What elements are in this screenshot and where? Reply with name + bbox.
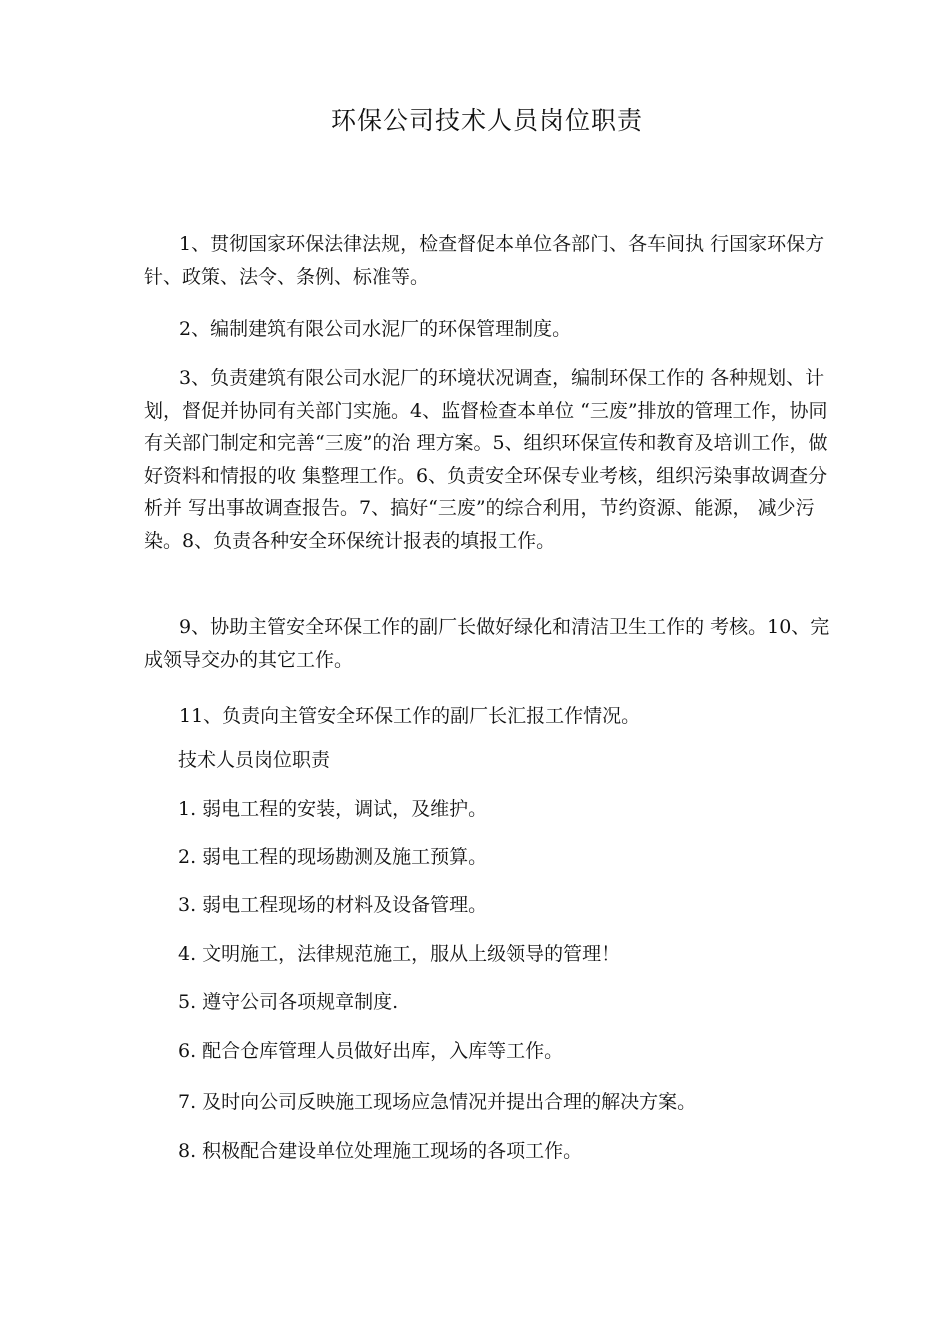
- paragraph-4: 9、协助主管安全环保工作的副厂长做好绿化和清洁卫生工作的 考核。10、完成领导交办的其它工作。: [144, 616, 830, 671]
- duty-item-5: 5. 遵守公司各项规章制度.: [178, 991, 399, 1013]
- duty-item-8: 8. 积极配合建设单位处理施工现场的各项工作。: [178, 1140, 583, 1162]
- paragraph-3: 3、负责建筑有限公司水泥厂的环境状况调查，编制环保工作的 各种规划、计划，督促并协同有关部门实施。4、监督检查本单位 “三废”排放的管理工作，协同有关部门制定和完善“三废”的治 理方案。5、组织环保宣传和教育及培训工作，做好资料和情报的收 集整理工作。6、负责安全环保专业考核，组织污染事故调查分析并 写出事故调查报告。7、搞好“三废”的综合利用，节约资源、能源， 减少污染。8、负责各种安全环保统计报表的填报工作。: [144, 367, 828, 552]
- paragraph-5: 11、负责向主管安全环保工作的副厂长汇报工作情况。: [179, 705, 641, 727]
- duty-item-6: 6. 配合仓库管理人员做好出库，入库等工作。: [178, 1040, 564, 1062]
- duty-item-4: 4. 文明施工，法律规范施工，服从上级领导的管理！: [178, 943, 621, 965]
- duty-item-2: 2. 弱电工程的现场勘测及施工预算。: [178, 846, 488, 868]
- duty-item-1: 1. 弱电工程的安装，调试，及维护。: [178, 798, 488, 820]
- paragraph-2: 2、编制建筑有限公司水泥厂的环保管理制度。: [179, 318, 572, 340]
- document-title: 环保公司技术人员岗位职责: [330, 106, 643, 135]
- paragraph-1: 1、贯彻国家环保法律法规，检查督促本单位各部门、各车间执 行国家环保方针、政策、法令、条例、标准等。: [144, 233, 825, 288]
- duty-item-7: 7. 及时向公司反映施工现场应急情况并提出合理的解决方案。: [178, 1091, 697, 1113]
- duty-item-3: 3. 弱电工程现场的材料及设备管理。: [178, 894, 488, 916]
- section-heading: 技术人员岗位职责: [178, 749, 331, 771]
